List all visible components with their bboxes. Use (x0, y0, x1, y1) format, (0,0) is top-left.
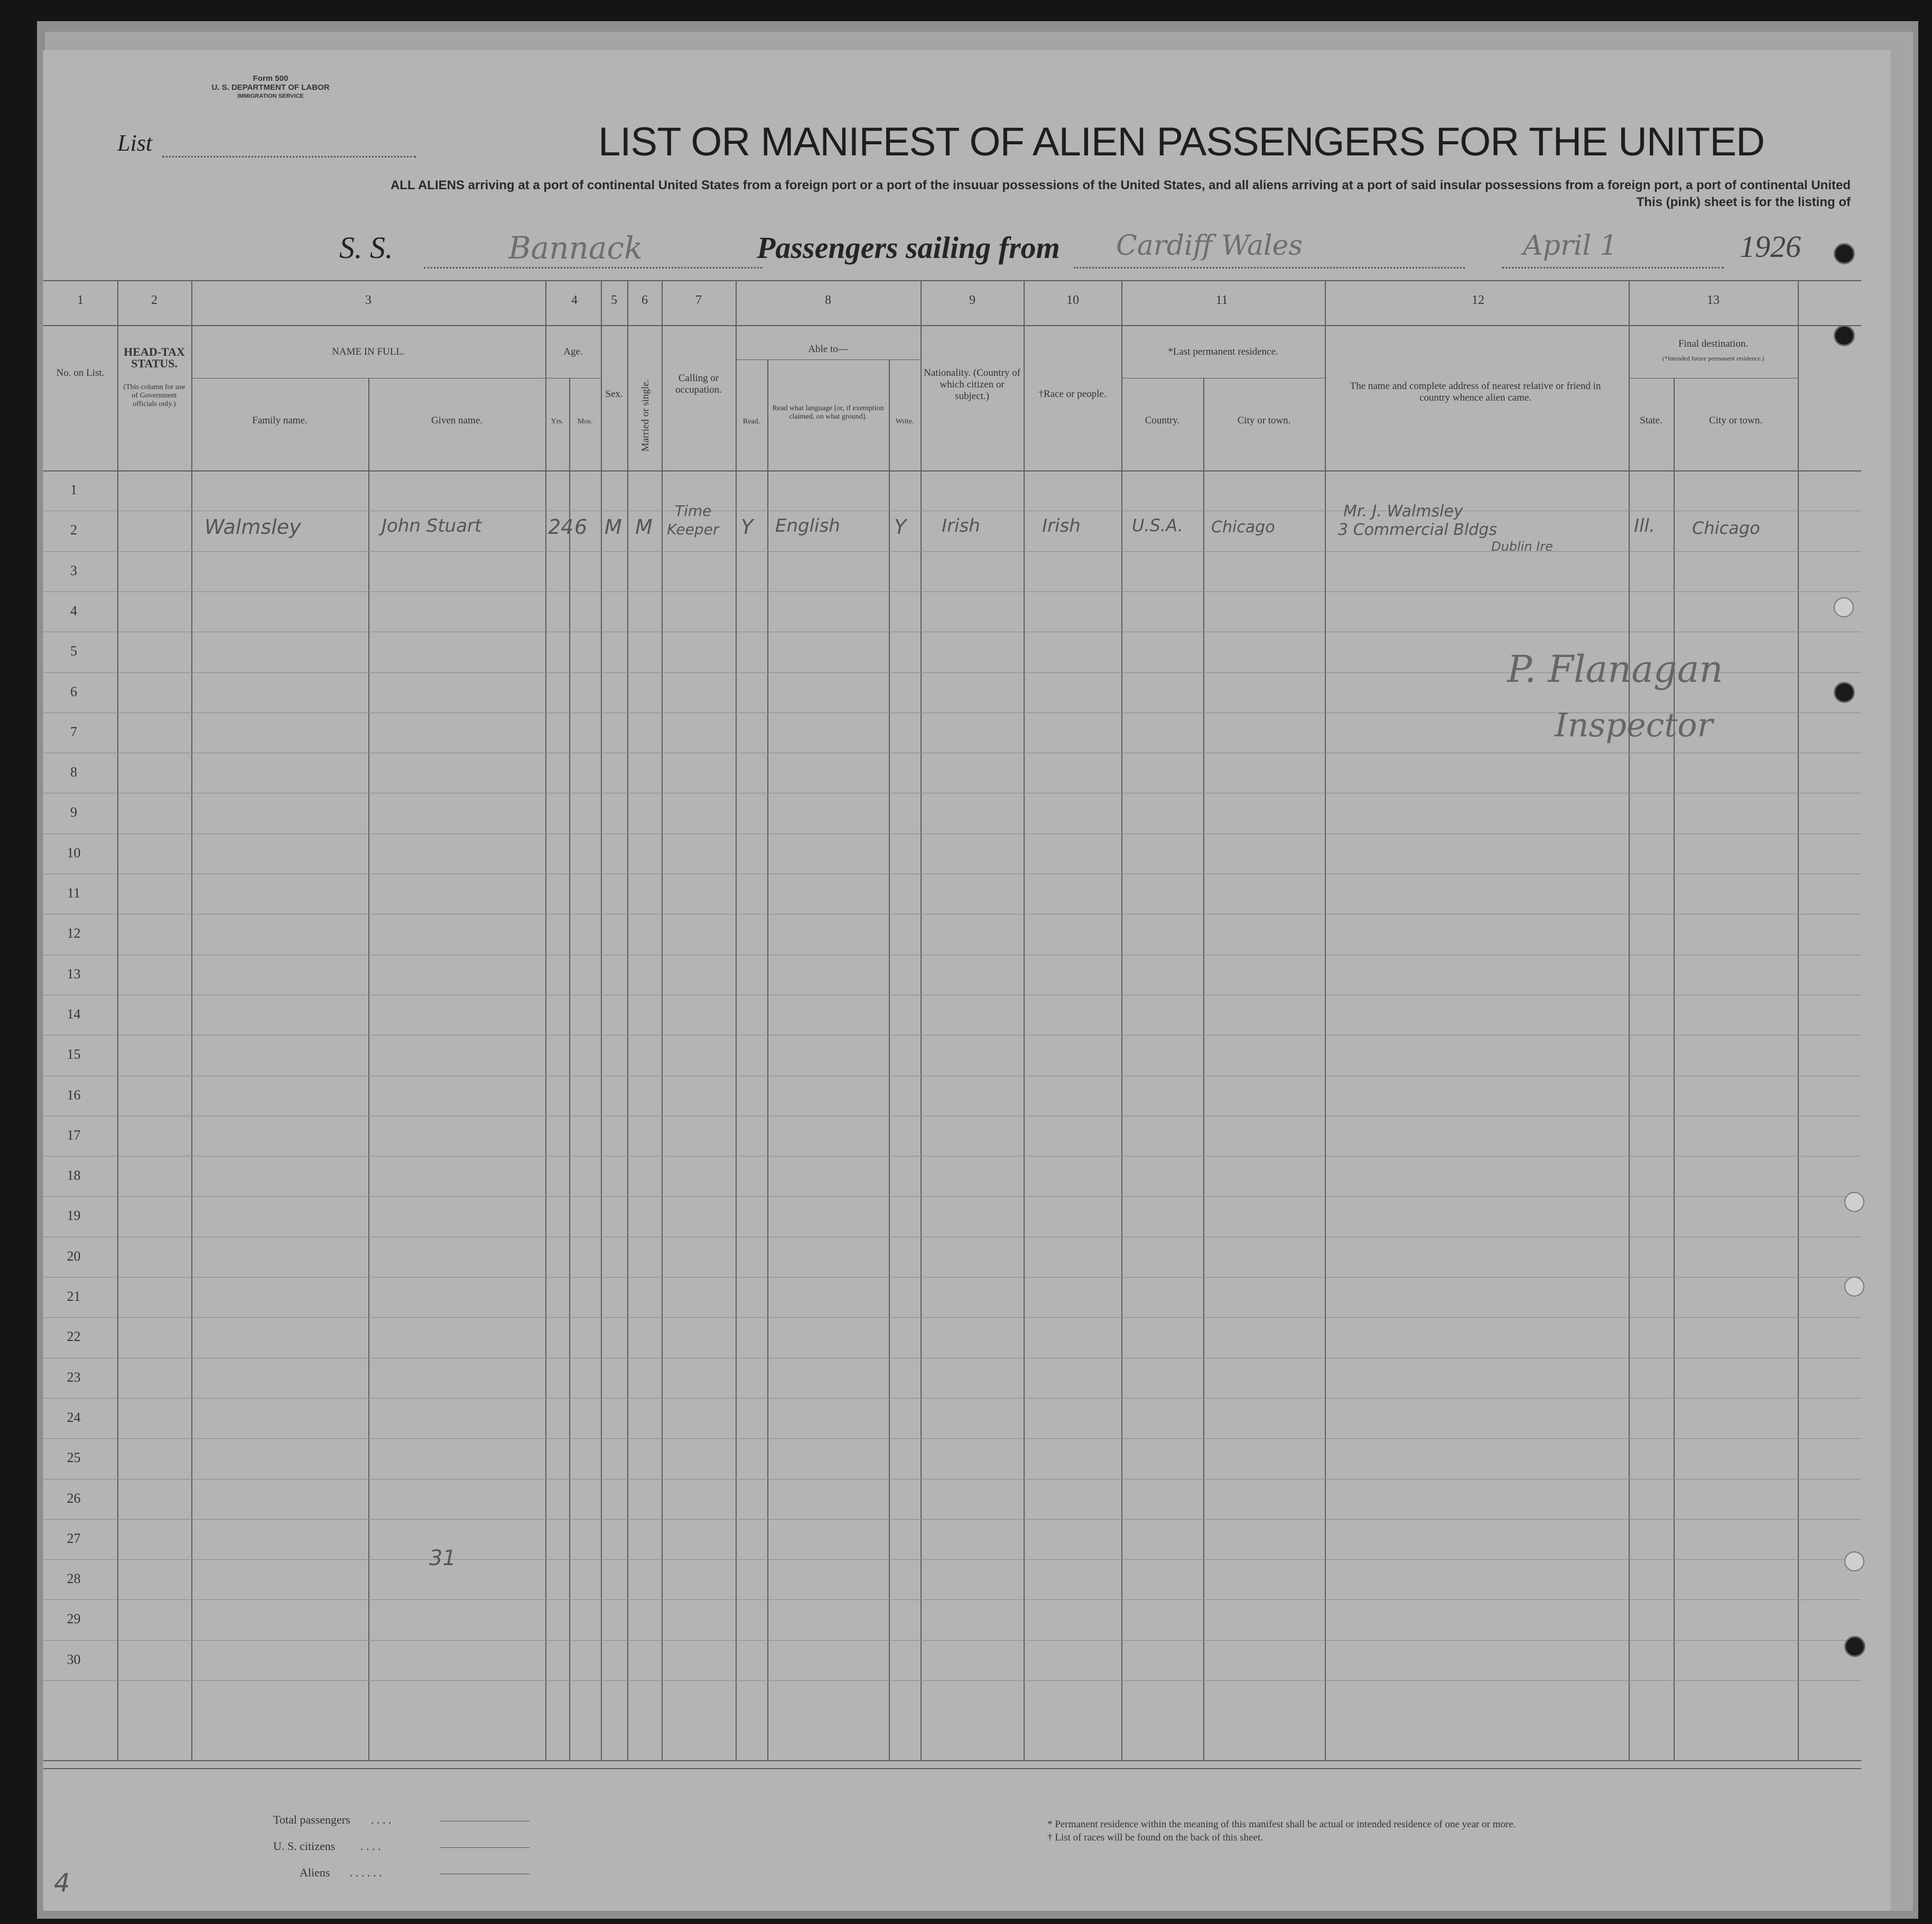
colnum-13: 13 (1707, 293, 1720, 307)
header-read-language: Read what language [or, if exemption claimed, on what ground]. (772, 404, 884, 421)
row-number: 28 (67, 1571, 81, 1587)
row-number: 2 (70, 522, 77, 538)
binder-hole-icon (1834, 597, 1854, 617)
row-number: 4 (70, 603, 77, 618)
header-given-name: Given name. (431, 415, 483, 426)
page-title: LIST OR MANIFEST OF ALIEN PASSENGERS FOR THE UNITED (598, 119, 1764, 164)
colnum-3: 3 (365, 293, 371, 307)
form-number: Form 500 (253, 74, 289, 83)
row-line (43, 1559, 1861, 1560)
header-read: Read. (742, 418, 760, 426)
row-number: 1 (70, 482, 77, 497)
col-divider-3a (368, 378, 369, 1760)
binder-hole-icon (1844, 1276, 1864, 1297)
row-line (43, 1156, 1861, 1157)
row-line (43, 1438, 1861, 1439)
able-subheader-line (736, 359, 921, 360)
sailing-line (1074, 267, 1465, 269)
header-state: State. (1640, 415, 1662, 426)
col-divider-11 (1325, 280, 1326, 1760)
entry-occupation-2: Keeper (667, 521, 719, 538)
entry-state: Ill. (1634, 515, 1655, 536)
entry-city: Chicago (1211, 518, 1275, 536)
row-line (43, 1599, 1861, 1600)
row-number: 23 (67, 1369, 81, 1385)
header-head-tax: HEAD-TAX STATUS. (124, 345, 185, 370)
header-head-tax-note: (This column for use of Government officials only.) (123, 383, 185, 408)
row-number: 15 (67, 1047, 81, 1062)
subtitle-line-1: ALL ALIENS arriving at a port of continental United States from a foreign port or a port of the insuuar possessions of the United States, and all aliens arriving at a port of said insular possessions from a foreign port, a port of continental United (390, 178, 1851, 192)
entry-married: M (635, 515, 653, 539)
row-number: 12 (67, 926, 81, 941)
header-final-note: (*Intended future permanent residence.) (1662, 355, 1764, 362)
entry-language: English (775, 515, 840, 536)
aliens-dots: . . . . . . (350, 1866, 382, 1879)
binder-hole-icon (1844, 1636, 1865, 1657)
subtitle (244, 177, 1851, 211)
colnum-6: 6 (642, 293, 648, 307)
footnote-2: † List of races will be found on the back of this sheet. (1047, 1832, 1263, 1843)
header-dest-city: City or town. (1709, 415, 1762, 426)
header-last-residence: *Last permanent residence. (1168, 346, 1278, 357)
colnum-9: 9 (969, 293, 976, 307)
footnote-1: * Permanent residence within the meaning of this manifest shall be actual or intended residence of one year or more. (1047, 1819, 1516, 1830)
header-name-in-full: NAME IN FULL. (332, 346, 405, 357)
row-number: 10 (67, 845, 81, 861)
colnum-7: 7 (695, 293, 702, 307)
row-number: 18 (67, 1168, 81, 1183)
row-number: 25 (67, 1450, 81, 1466)
col-divider-2 (191, 280, 192, 1760)
total-passengers-label: Total passengers (273, 1813, 350, 1826)
department: U. S. DEPARTMENT OF LABOR (211, 83, 330, 92)
entry-country: U.S.A. (1132, 515, 1183, 535)
col-divider-12 (1629, 280, 1630, 1760)
inspector-signature: P. Flanagan (1507, 648, 1723, 691)
entry-sex: M (605, 515, 622, 539)
row-number: 19 (67, 1208, 81, 1224)
row-line (43, 1196, 1861, 1197)
row-number: 20 (67, 1248, 81, 1264)
colnum-border (43, 325, 1861, 326)
col-divider-4a (569, 378, 570, 1760)
header-write: Write. (895, 418, 914, 426)
page-mark: 31 (429, 1546, 456, 1570)
row-line (43, 591, 1861, 592)
colnum-11: 11 (1215, 293, 1228, 307)
row-number: 21 (67, 1289, 81, 1304)
entry-relative-3: Dublin Ire (1491, 539, 1553, 554)
entry-race: Irish (1042, 515, 1081, 536)
colnum-12: 12 (1472, 293, 1484, 307)
us-citizens-label: U. S. citizens (273, 1839, 336, 1853)
header-country: Country. (1145, 415, 1180, 426)
col-divider-1 (117, 280, 118, 1760)
sailing-label: Passengers sailing from (757, 230, 1060, 265)
entry-write: Y (894, 515, 907, 539)
header-married: Married or single. (640, 379, 651, 452)
binder-hole-icon (1834, 682, 1855, 703)
entry-relative-2: 3 Commercial Bldgs (1338, 521, 1497, 539)
row-number: 27 (67, 1530, 81, 1546)
entry-age-mos: 6 (574, 515, 588, 539)
header-final-destination: Final destination. (1678, 338, 1748, 349)
table-bottom-border (43, 1760, 1861, 1761)
col-divider-3 (545, 280, 546, 1760)
row-number: 14 (67, 1006, 81, 1022)
header-sex: Sex. (605, 388, 623, 400)
row-line (43, 1277, 1861, 1278)
row-line (43, 1680, 1861, 1681)
total-passengers-dots: . . . . (371, 1813, 392, 1826)
entry-nationality: Irish (942, 515, 980, 536)
entry-given-name: John Stuart (382, 515, 482, 536)
col-divider-6 (662, 280, 663, 1760)
colnum-4: 4 (571, 293, 578, 307)
subtitle-line-2: This (pink) sheet is for the listing of (1636, 195, 1851, 209)
colnum-1: 1 (77, 293, 83, 307)
col-divider-5 (627, 280, 628, 1760)
footer-top-border (43, 1768, 1861, 1769)
row-number: 8 (70, 764, 77, 780)
row-number: 7 (70, 724, 77, 739)
row-number: 26 (67, 1490, 81, 1506)
form-header (175, 74, 366, 101)
col-divider-9 (1024, 280, 1025, 1760)
sailing-year: 1926 (1740, 229, 1801, 264)
list-line (162, 156, 416, 158)
corner-mark: 4 (54, 1868, 70, 1898)
row-number: 11 (67, 885, 81, 901)
row-number: 29 (67, 1611, 81, 1627)
row-line (43, 1398, 1861, 1399)
col-divider-8b (889, 359, 890, 1760)
header-nationality: Nationality. (Country of which citizen or subject.) (924, 367, 1020, 402)
row-number: 30 (67, 1651, 81, 1667)
binder-hole-icon (1844, 1192, 1864, 1212)
col-divider-11a (1203, 378, 1204, 1760)
header-age: Age. (563, 346, 583, 357)
entry-family-name: Walmsley (205, 515, 301, 539)
header-no-on-list: No. on List. (56, 367, 105, 378)
row-line (43, 1640, 1861, 1641)
row-line (43, 1519, 1861, 1520)
ship-line (424, 267, 762, 269)
col-divider-10 (1121, 280, 1122, 1760)
ship-name: Bannack (508, 230, 643, 266)
colnum-8: 8 (825, 293, 831, 307)
row-number: 22 (67, 1329, 81, 1345)
header-able-to: Able to— (808, 344, 848, 355)
entry-dest-city: Chicago (1692, 518, 1760, 538)
col-divider-8a (767, 359, 768, 1760)
col-divider-13 (1798, 280, 1799, 1760)
sailing-from: Cardiff Wales (1116, 230, 1303, 262)
header-city: City or town. (1237, 415, 1291, 426)
entry-occupation-1: Time (675, 502, 712, 520)
col-divider-13a (1674, 378, 1675, 1760)
entry-read: Y (741, 515, 754, 539)
col-divider-8 (921, 280, 922, 1760)
col-divider-4 (601, 280, 602, 1760)
row-number: 5 (70, 643, 77, 659)
manifest-sheet (42, 50, 1890, 1911)
row-number: 24 (67, 1409, 81, 1425)
header-family-name: Family name. (252, 415, 308, 426)
service: IMMIGRATION SERVICE (237, 93, 304, 99)
colnum-5: 5 (611, 293, 617, 307)
row-number: 6 (70, 683, 77, 699)
row-line (43, 551, 1861, 552)
aliens-label: Aliens (300, 1866, 330, 1879)
list-label: List (117, 130, 153, 156)
row-line (43, 1317, 1861, 1318)
header-mos: Mos. (577, 418, 593, 426)
date-line (1502, 267, 1724, 269)
row-number: 13 (67, 966, 81, 982)
colnum-2: 2 (151, 293, 157, 307)
header-calling: Calling or occupation. (675, 373, 722, 395)
us-citizens-dots: . . . . (360, 1839, 381, 1853)
table-top-border (43, 280, 1861, 281)
row-number: 16 (67, 1087, 81, 1103)
colnum-10: 10 (1066, 293, 1079, 307)
us-citizens-line (440, 1847, 530, 1848)
binder-hole-icon (1844, 1551, 1864, 1571)
header-relative: The name and complete address of nearest relative or friend in country whence alien came. (1350, 381, 1601, 403)
col-divider-7 (736, 280, 737, 1760)
header-bottom-border (43, 470, 1861, 471)
binder-hole-icon (1834, 325, 1855, 346)
row-number: 17 (67, 1127, 81, 1143)
entry-relative-1: Mr. J. Walmsley (1343, 502, 1463, 521)
ss-label: S. S. (339, 230, 393, 265)
row-number: 3 (70, 562, 77, 578)
header-yrs: Yrs. (551, 418, 564, 426)
header-race: †Race or people. (1038, 388, 1107, 400)
binder-hole-icon (1834, 243, 1855, 264)
entry-age-yrs: 24 (548, 515, 574, 539)
row-number: 9 (70, 804, 77, 820)
inspector-title: Inspector (1555, 706, 1713, 744)
sailing-date: April 1 (1523, 230, 1618, 262)
